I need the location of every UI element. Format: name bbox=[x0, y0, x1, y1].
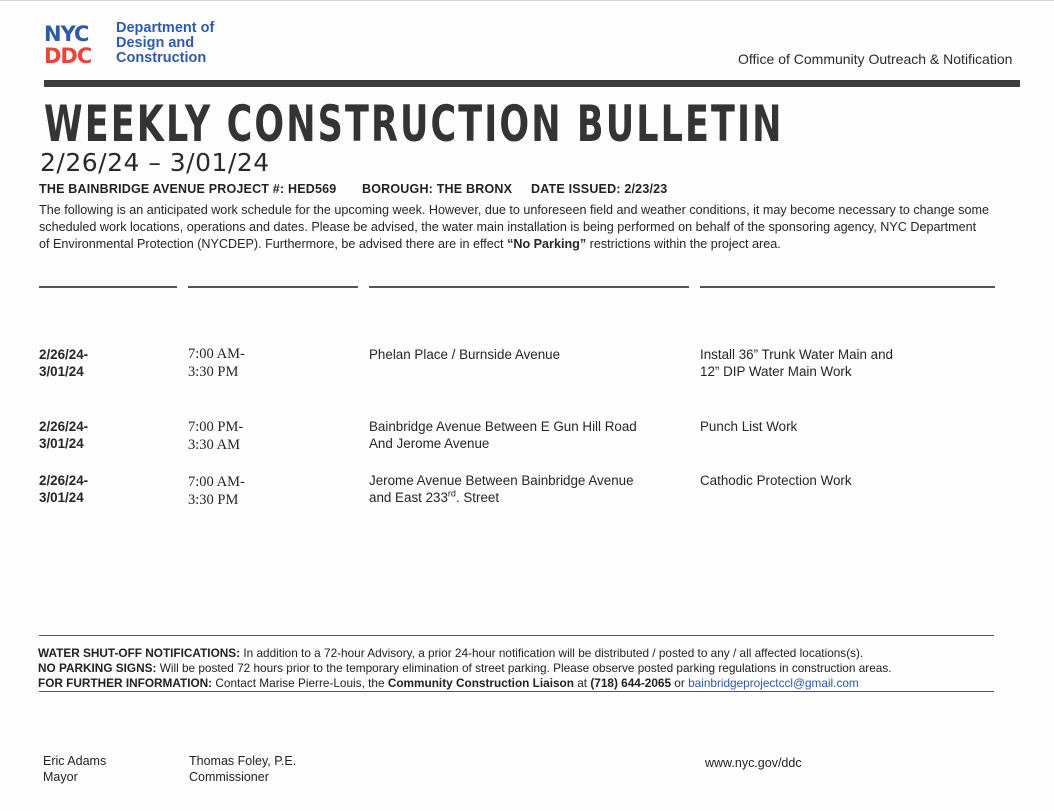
table-row-work: Cathodic Protection Work bbox=[700, 473, 852, 488]
mayor-signature: Eric Adams Mayor bbox=[43, 754, 107, 784]
table-row-time: 7:00 AM- 3:30 PM bbox=[188, 474, 245, 508]
footer-rule-bottom bbox=[39, 691, 994, 692]
table-row-location: Jerome Avenue Between Bainbridge Avenue and East 233rd. Street bbox=[369, 473, 634, 505]
contact-email-link[interactable]: bainbridgeprojectccl@gmail.com bbox=[688, 676, 859, 690]
bulletin-date-range: 2/26/24 – 3/01/24 bbox=[40, 148, 270, 177]
table-row-time: 7:00 PM- 3:30 AM bbox=[188, 419, 244, 453]
table-row-date: 2/26/24- 3/01/24 bbox=[39, 473, 89, 505]
column-rule-time bbox=[188, 286, 358, 288]
column-rule-location bbox=[369, 286, 689, 288]
intro-end: restrictions within the project area. bbox=[586, 237, 781, 251]
table-row-date: 2/26/24- 3/01/24 bbox=[39, 419, 89, 451]
intro-no-parking: “No Parking” bbox=[507, 237, 587, 251]
intro-paragraph bbox=[39, 202, 989, 253]
column-rule-date bbox=[39, 286, 177, 288]
agency-line-1: Department of bbox=[116, 20, 215, 36]
scan-edge bbox=[0, 0, 1054, 1]
bulletin-title: WEEKLY CONSTRUCTION BULLETIN bbox=[44, 95, 784, 153]
table-row-date: 2/26/24- 3/01/24 bbox=[39, 347, 89, 379]
further-info-note: FOR FURTHER INFORMATION: Contact Marise Pierre-Louis, the Community Construction Liaison at (718) 644-2065 or bainbridgeprojectccl@gmail.com bbox=[38, 676, 859, 690]
commissioner-signature: Thomas Foley, P.E. Commissioner bbox=[189, 754, 297, 784]
project-number: THE BAINBRIDGE AVENUE PROJECT #: HED569 bbox=[39, 182, 337, 196]
nyc-ddc-logo-icon bbox=[44, 22, 106, 64]
intro-text: The following is an anticipated work schedule for the upcoming week. However, due to unforeseen field and weather conditions, it may become necessary to change some scheduled work locations, operations and dates. Please be advised, the water main installation is being performed on behalf of the sponsoring agency, NYC Department of Environmental Protection (NYCDEP). Furthermore, be advised there are in effect bbox=[39, 203, 989, 251]
table-row-work: Install 36” Trunk Water Main and 12” DIP Water Main Work bbox=[700, 347, 894, 379]
table-row-location: Phelan Place / Burnside Avenue bbox=[369, 347, 561, 362]
table-row-work: Punch List Work bbox=[700, 419, 798, 434]
logo-ddc-text: DDC bbox=[44, 44, 92, 64]
footer-rule-top bbox=[39, 635, 994, 636]
office-name: Office of Community Outreach & Notification bbox=[738, 51, 1013, 67]
borough: BOROUGH: THE BRONX bbox=[362, 182, 513, 196]
date-issued: DATE ISSUED: 2/23/23 bbox=[531, 182, 668, 196]
water-shutoff-note: WATER SHUT-OFF NOTIFICATIONS: In addition to a 72-hour Advisory, a prior 24-hour notification will be distributed / posted to any / all affected locations(s). bbox=[38, 646, 864, 660]
table-row-time: 7:00 AM- 3:30 PM bbox=[188, 346, 245, 380]
agency-line-2: Design and bbox=[116, 35, 195, 51]
website-link[interactable]: www.nyc.gov/ddc bbox=[705, 756, 802, 770]
no-parking-note: NO PARKING SIGNS: Will be posted 72 hours prior to the temporary elimination of street parking. Please observe posted parking regulations in construction areas. bbox=[38, 661, 892, 675]
agency-name bbox=[116, 21, 214, 66]
logo-nyc-text: NYC bbox=[44, 22, 89, 46]
column-rule-work bbox=[700, 286, 995, 288]
agency-line-3: Construction bbox=[116, 50, 207, 66]
header-rule bbox=[44, 80, 1020, 87]
table-row-location: Bainbridge Avenue Between E Gun Hill Road And Jerome Avenue bbox=[369, 419, 637, 451]
